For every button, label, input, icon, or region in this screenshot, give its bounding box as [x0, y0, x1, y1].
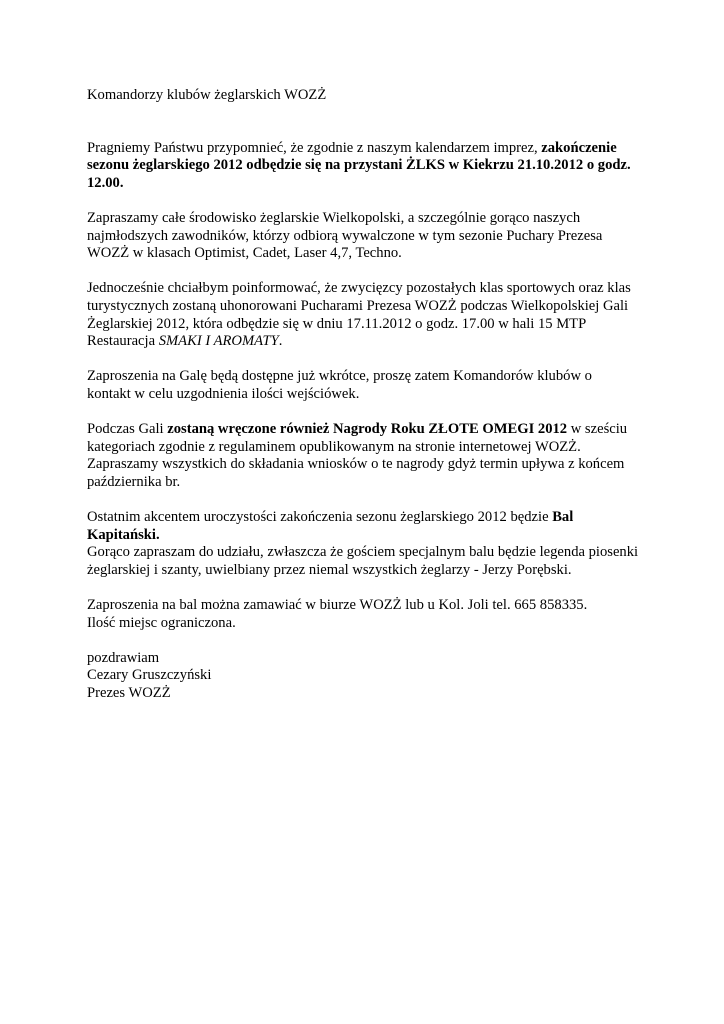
paragraph-awards-line-4: października br.: [87, 473, 181, 490]
paragraph-ball-booking: [87, 597, 647, 632]
paragraph-gala-invitations-line-2: kontakt w celu uzgodnienia ilości wejściówek.: [87, 385, 360, 402]
paragraph-invitation: [87, 210, 647, 263]
paragraph-invitation-line-1: Zapraszamy całe środowisko żeglarskie Wielkopolski, a szczególnie gorąco naszych: [87, 209, 581, 226]
paragraph-gala-line-3: Żeglarskiej 2012, która odbędzie się w dniu 17.11.2012 o godz. 17.00 w hali 15 MTP: [87, 315, 587, 332]
paragraph-awards-line-1-suffix: w sześciu: [567, 421, 628, 438]
paragraph-gala-line-2: turystycznych zostaną uhonorowani Pucharami Prezesa WOZŻ podczas Wielkopolskiej Gali: [87, 297, 629, 314]
paragraph-awards-line-2: kategoriach zgodnie z regulaminem opublikowanym na stronie internetowej WOZŻ.: [87, 438, 581, 455]
paragraph-invitation-line-3: WOZŻ w klasach Optimist, Cadet, Laser 4,7, Techno.: [87, 245, 402, 262]
paragraph-gala-invitations: [87, 368, 647, 403]
paragraph-ball-line-4: żeglarskiej i szanty, uwielbiany przez niemal wszystkich żeglarzy - Jerzy Porębski.: [87, 561, 572, 578]
letter-document: [87, 87, 647, 703]
closing-greeting: pozdrawiam: [87, 649, 160, 666]
paragraph-ball-line-3: Gorąco zapraszam do udziału, zwłaszcza że gościem specjalnym balu będzie legenda piosenki: [87, 544, 639, 561]
paragraph-ball-bold-1: Bal: [552, 509, 574, 526]
paragraph-invitation-line-2: najmłodszych zawodników, którzy odbiorą wywalczone w tym sezonie Puchary Prezesa: [87, 227, 603, 244]
paragraph-awards-line-3: Zapraszamy wszystkich do składania wniosków o te nagrody gdyż termin upływa z końcem: [87, 456, 625, 473]
salutation: Komandorzy klubów żeglarskich WOZŻ: [87, 87, 327, 103]
paragraph-gala: [87, 280, 647, 350]
signatory-name: Cezary Gruszczyński: [87, 667, 212, 684]
paragraph-awards-line-1-prefix: Podczas Gali: [87, 421, 168, 438]
paragraph-gala-line-4-suffix: .: [278, 333, 283, 350]
paragraph-season-end-text: Pragniemy Państwu przypomnieć, że zgodnie z naszym kalendarzem imprez,: [87, 139, 542, 156]
paragraph-ball: [87, 509, 647, 579]
paragraph-awards-bold: zostaną wręczone również Nagrody Roku ZŁOTE OMEGI 2012: [167, 421, 568, 438]
paragraph-gala-invitations-line-1: Zaproszenia na Galę będą dostępne już wkrótce, proszę zatem Komandorów klubów o: [87, 368, 592, 385]
paragraph-ball-booking-line-1: Zaproszenia na bal można zamawiać w biurze WOZŻ lub u Kol. Joli tel. 665 858335.: [87, 597, 588, 614]
paragraph-awards: [87, 421, 647, 491]
paragraph-gala-line-1: Jednocześnie chciałbym poinformować, że zwycięzcy pozostałych klas sportowych oraz klas: [87, 280, 631, 297]
restaurant-name: SMAKI I AROMATY: [158, 333, 279, 350]
paragraph-ball-bold-2: Kapitański.: [87, 526, 160, 543]
closing-signature: [87, 650, 647, 703]
paragraph-ball-line-1-prefix: Ostatnim akcentem uroczystości zakończenia sezonu żeglarskiego 2012 będzie: [87, 509, 553, 526]
paragraph-gala-line-4-prefix: Restauracja: [87, 333, 159, 350]
signatory-title: Prezes WOZŻ: [87, 685, 171, 701]
paragraph-season-end: [87, 140, 647, 193]
paragraph-season-end-bold: zakończenie sezonu żeglarskiego 2012 odbędzie się na przystani ŻLKS w Kiekrzu 21.10.2012 o godz. 12.00.: [87, 139, 631, 191]
paragraph-ball-booking-line-2: Ilość miejsc ograniczona.: [87, 614, 236, 631]
